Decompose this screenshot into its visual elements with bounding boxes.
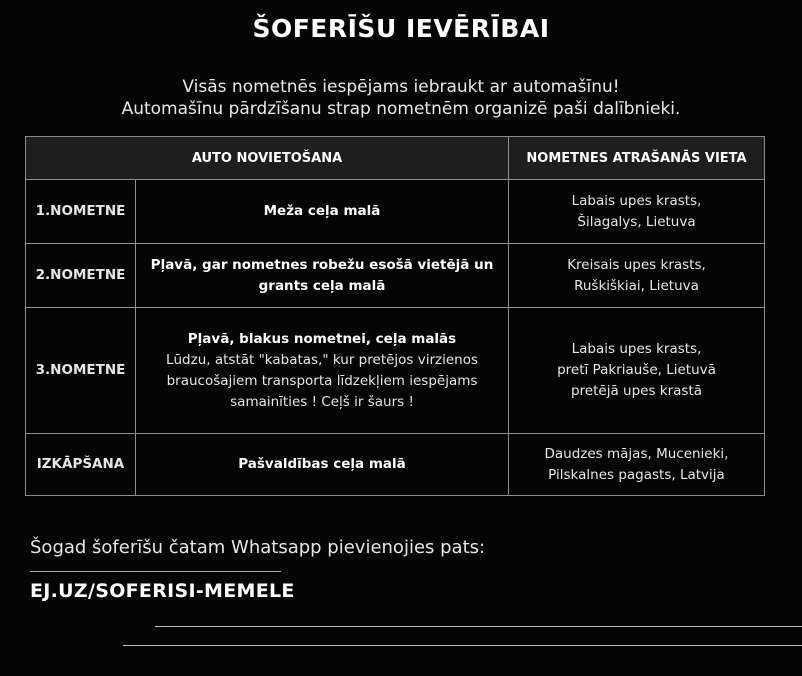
table-row — [26, 180, 765, 244]
location-cell — [509, 244, 765, 308]
parking-cell — [136, 244, 509, 308]
location-line: Daudzes mājas, Mucenieki, — [544, 445, 729, 462]
table-row — [26, 244, 765, 308]
row-label: IZKĀPŠANA — [26, 434, 136, 496]
parking-cell — [136, 180, 509, 244]
page-title: ŠOFERĪŠU IEVĒRĪBAI — [252, 14, 550, 43]
location-cell — [509, 308, 765, 434]
whatsapp-link[interactable]: EJ.UZ/SOFERISI-MEMELE — [30, 580, 295, 602]
row-label: 1.NOMETNE — [26, 180, 136, 244]
parking-cell — [136, 308, 509, 434]
header-auto: AUTO NOVIETOŠANA — [26, 137, 509, 180]
location-cell — [509, 180, 765, 244]
location-line: Labais upes krasts, — [571, 192, 702, 209]
location-line: Pilskalnes pagasts, Latvija — [548, 466, 725, 483]
parking-table — [25, 136, 765, 496]
divider — [30, 571, 281, 572]
table-row — [26, 434, 765, 496]
intro-line-1: Visās nometnēs iespējams iebraukt ar automašīnu! — [182, 77, 620, 97]
divider — [155, 626, 802, 627]
parking-text: Pļavā, blakus nometnei, ceļa malās — [187, 330, 457, 347]
parking-text: Pļavā, gar nometnes robežu esošā vietējā un grants ceļa malā — [150, 256, 494, 294]
location-cell — [509, 434, 765, 496]
divider — [123, 645, 802, 646]
location-line: pretējā upes krastā — [570, 383, 703, 399]
intro-text — [0, 76, 802, 120]
parking-note: Lūdzu, atstāt "kabatas," kur pretējos virzienos braucošajiem transporta līdzekļiem iespējams samainīties ! Ceļš ir šaurs ! — [165, 351, 479, 410]
location-line: Kreisais upes krasts, — [567, 256, 706, 273]
parking-text: Meža ceļa malā — [263, 203, 381, 219]
table-row — [26, 308, 765, 434]
row-label: 3.NOMETNE — [26, 308, 136, 434]
table-header-row — [26, 137, 765, 180]
location-line: Labais upes krasts, — [571, 341, 702, 357]
whatsapp-text: Šogad šoferīšu čatam Whatsapp pievienojies pats: — [30, 537, 486, 558]
row-label: 2.NOMETNE — [26, 244, 136, 308]
location-line: pretī Pakriauše, Lietuvā — [557, 362, 716, 378]
parking-text: Pašvaldības ceļa malā — [238, 456, 406, 472]
parking-cell — [136, 434, 509, 496]
header-location: NOMETNES ATRAŠANĀS VIETA — [509, 137, 765, 180]
intro-line-2: Automašīnu pārdzīšanu strap nometnēm organizē paši dalībnieki. — [121, 99, 681, 119]
location-line: Šilagalys, Lietuva — [577, 213, 696, 230]
location-line: Ruškiškiai, Lietuva — [574, 277, 699, 294]
